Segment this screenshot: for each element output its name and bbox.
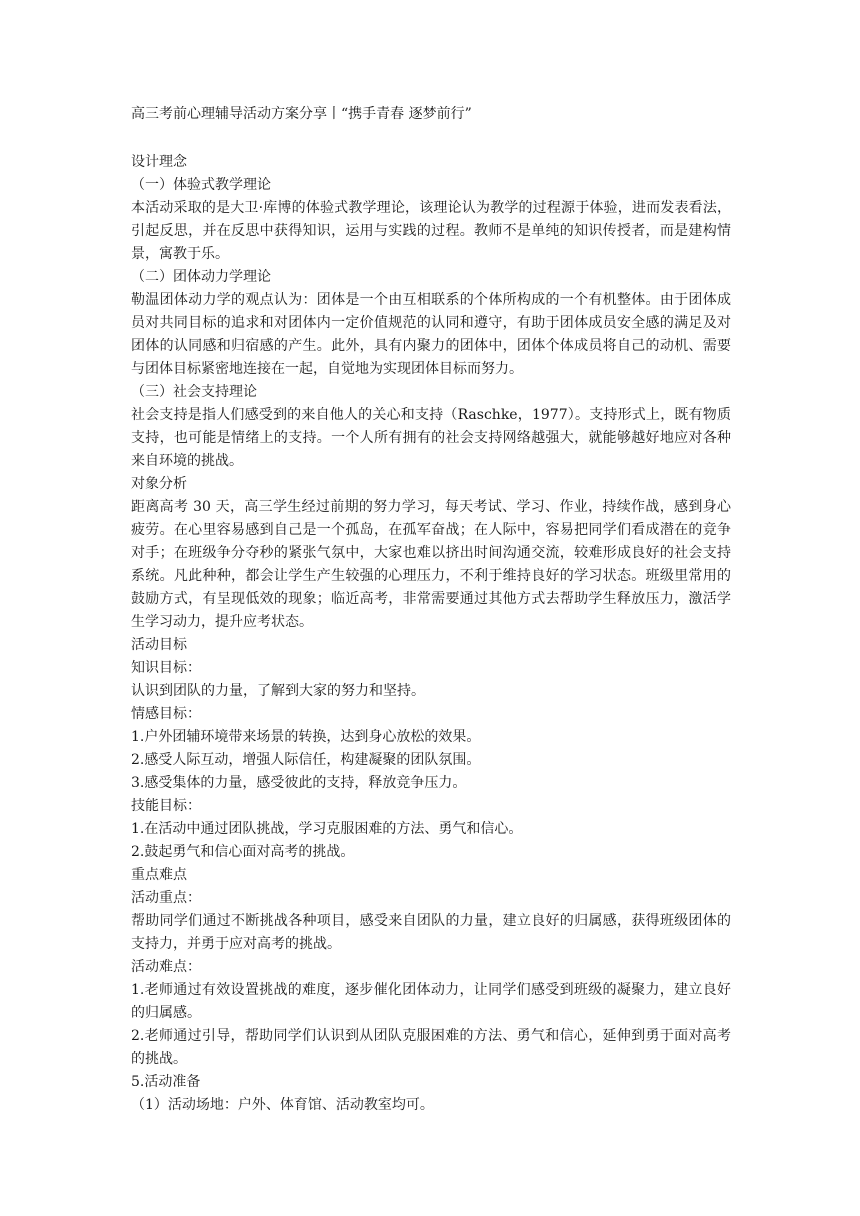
list-item: 1.老师通过有效设置挑战的难度，逐步催化团体动力，让同学们感受到班级的凝聚力，建立良好的归属感。 — [131, 982, 731, 1021]
section-heading: 活动目标 — [131, 637, 187, 653]
document-title: 高三考前心理辅导活动方案分享丨“携手青春 逐梦前行” — [131, 106, 472, 122]
list-item: 2.感受人际互动，增强人际信任，构建凝聚的团队氛围。 — [131, 752, 481, 768]
list-item: （1）活动场地：户外、体育馆、活动教室均可。 — [131, 1097, 434, 1113]
subsection-heading: 情感目标： — [131, 706, 201, 722]
subsection-heading: （二）团体动力学理论 — [131, 269, 271, 285]
list-item: 3.感受集体的力量，感受彼此的支持，释放竞争压力。 — [131, 775, 467, 791]
paragraph: 距离高考 30 天，高三学生经过前期的努力学习，每天考试、学习、作业，持续作战，感到身心疲劳。在心里容易感到自己是一个孤岛，在孤军奋战；在人际中，容易把同学们看成潜在的竞争对手；在班级争分夺秒的紧张气氛中，大家也难以挤出时间沟通交流，较难形成良好的社会支持系统。凡此种种，都会让学生产生较强的心理压力，不利于维持良好的学习状态。班级里常用的鼓励方式，有呈现低效的现象；临近高考，非常需要通过其他方式去帮助学生释放压力，激活学生学习动力，提升应考状态。 — [131, 499, 731, 630]
subsection-heading: 活动重点： — [131, 890, 201, 906]
subsection-heading: 技能目标： — [131, 798, 201, 814]
paragraph: 社会支持是指人们感受到的来自他人的关心和支持（Raschke，1977）。支持形式上，既有物质支持，也可能是情绪上的支持。一个人所有拥有的社会支持网络越强大，就能够越好地应对各种来自环境的挑战。 — [131, 407, 731, 469]
paragraph: 本活动采取的是大卫·库博的体验式教学理论，该理论认为教学的过程源于体验，进而发表看法，引起反思，并在反思中获得知识，运用与实践的过程。教师不是单纯的知识传授者，而是建构情景，寓教于乐。 — [131, 200, 731, 262]
subsection-heading: 活动难点： — [131, 959, 201, 975]
subsection-heading: 知识目标： — [131, 660, 201, 676]
paragraph: 勒温团体动力学的观点认为：团体是一个由互相联系的个体所构成的一个有机整体。由于团体成员对共同目标的追求和对团体内一定价值规范的认同和遵守，有助于团体成员安全感的满足及对团体的认同感和归宿感的产生。此外，具有内聚力的团体中，团体个体成员将自己的动机、需要与团体目标紧密地连接在一起，自觉地为实现团体目标而努力。 — [131, 292, 731, 377]
subsection-heading: （三）社会支持理论 — [131, 384, 257, 400]
list-item: 1.户外团辅环境带来场景的转换，达到身心放松的效果。 — [131, 729, 481, 745]
list-item: 2.老师通过引导，帮助同学们认识到从团队克服困难的方法、勇气和信心，延伸到勇于面对高考的挑战。 — [131, 1028, 731, 1067]
section-heading: 5.活动准备 — [131, 1074, 201, 1090]
section-heading: 重点难点 — [131, 867, 187, 883]
paragraph: 帮助同学们通过不断挑战各种项目，感受来自团队的力量，建立良好的归属感，获得班级团体的支持力，并勇于应对高考的挑战。 — [131, 913, 731, 952]
paragraph: 认识到团队的力量，了解到大家的努力和坚持。 — [131, 683, 425, 699]
section-heading: 设计理念 — [131, 154, 187, 170]
subsection-heading: （一）体验式教学理论 — [131, 177, 271, 193]
section-heading: 对象分析 — [131, 476, 187, 492]
list-item: 1.在活动中通过团队挑战，学习克服困难的方法、勇气和信心。 — [131, 821, 523, 837]
list-item: 2.鼓起勇气和信心面对高考的挑战。 — [131, 844, 355, 860]
document-page — [131, 103, 731, 1117]
